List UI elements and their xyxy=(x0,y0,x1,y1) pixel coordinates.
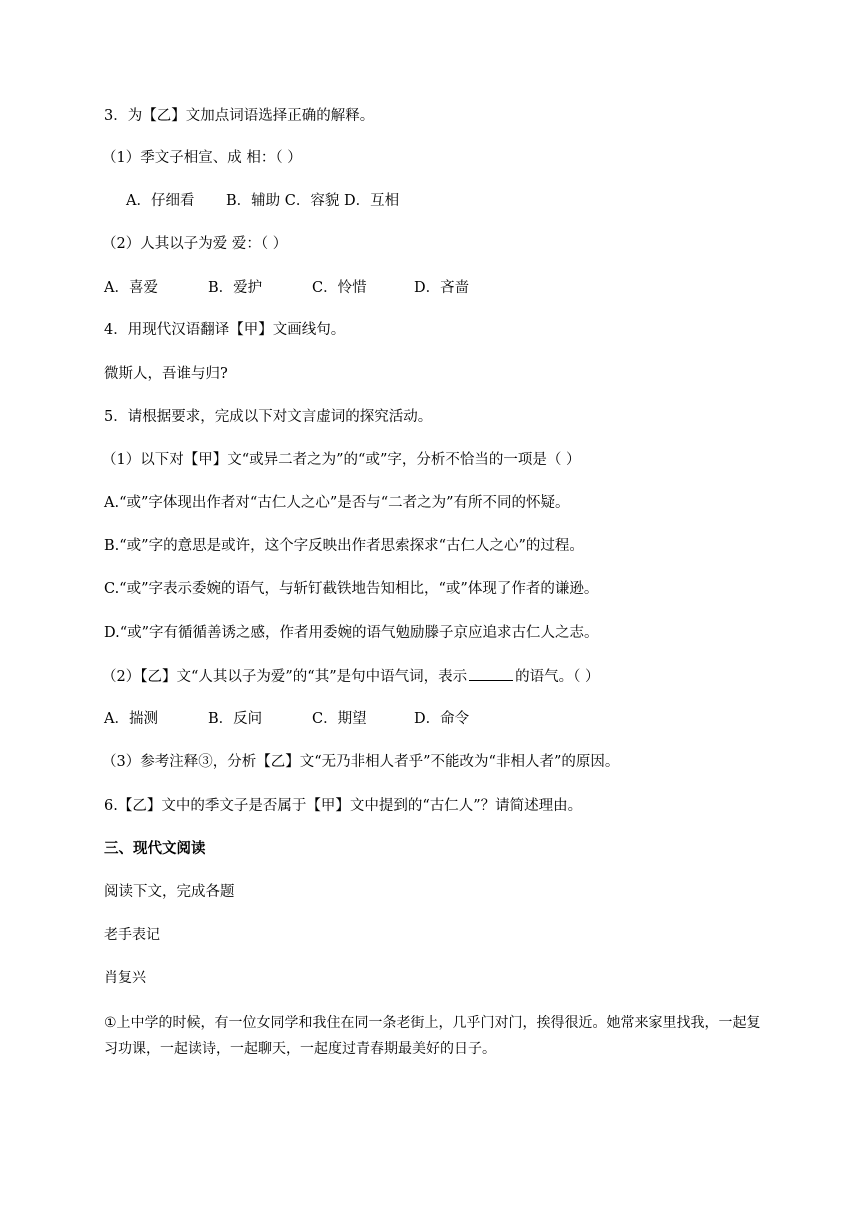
q5-sub1-stem: （1）以下对【甲】文“或异二者之为”的“或”字，分析不恰当的一项是（ ） xyxy=(102,452,581,468)
q5-sub2-option-d: D．命令 xyxy=(414,711,470,727)
q3-sub2-option-d: D．吝啬 xyxy=(414,280,470,296)
q3-sub2-option-b: B．爱护 xyxy=(208,280,263,296)
q5-sub1-option-d: D.“或”字有循循善诱之感，作者用委婉的语气勉励滕子京应追求古仁人之志。 xyxy=(104,625,599,641)
article-author: 肖复兴 xyxy=(104,970,146,986)
q4-title: 4．用现代汉语翻译【甲】文画线句。 xyxy=(104,322,346,338)
q5-sub2-stem-before: （2）【乙】文“人其以子为爱”的“其”是句中语气词，表示 xyxy=(102,669,468,685)
q5-sub2-stem xyxy=(102,666,599,687)
q3-sub2-options xyxy=(104,278,469,298)
q3-title: 3．为【乙】文加点词语选择正确的解释。 xyxy=(104,108,375,124)
q3-sub2-option-a: A．喜爱 xyxy=(104,280,158,296)
q3-sub1-option-a: A．仔细看 xyxy=(126,193,195,209)
q5-sub2-stem-after: 的语气。（ ） xyxy=(515,669,600,685)
q3-sub1-option-bcd: B．辅助 C．容貌 D．互相 xyxy=(226,193,400,209)
q3-sub1-options xyxy=(126,191,399,211)
q5-sub1-option-c: C.“或”字表示委婉的语气，与斩钉截铁地告知相比，“或”体现了作者的谦逊。 xyxy=(104,581,599,597)
q5-title: 5．请根据要求，完成以下对文言虚词的探究活动。 xyxy=(104,409,433,425)
q3-sub2-stem: （2）人其以子为爱 爱：（ ） xyxy=(102,236,288,252)
answer-blank xyxy=(469,666,513,681)
q3-sub1-stem: （1）季文子相宣、成 相：（ ） xyxy=(102,150,302,166)
q5-sub2-option-b: B．反问 xyxy=(208,711,263,727)
q3-sub2-option-c: C．怜惜 xyxy=(312,280,367,296)
q6-title: 6.【乙】文中的季文子是否属于【甲】文中提到的“古仁人”？请简述理由。 xyxy=(104,798,583,814)
q5-sub2-option-c: C．期望 xyxy=(312,711,367,727)
q5-sub1-option-a: A.“或”字体现出作者对“古仁人之心”是否与“二者之为”有所不同的怀疑。 xyxy=(104,495,570,511)
article-title: 老手表记 xyxy=(104,927,160,943)
q5-sub1-option-b: B.“或”字的意思是或许，这个字反映出作者思索探求“古仁人之心”的过程。 xyxy=(104,538,584,554)
q5-sub3-stem: （3）参考注释③，分析【乙】文“无乃非相人者乎”不能改为“非相人者”的原因。 xyxy=(102,754,620,770)
q5-sub2-options xyxy=(104,709,469,729)
section3-instruction: 阅读下文，完成各题 xyxy=(104,884,235,900)
q4-sentence: 微斯人，吾谁与归? xyxy=(104,366,228,382)
article-paragraph-1: ①上中学的时候，有一位女同学和我住在同一条老街上，几乎门对门，挨得很近。她常来家里找我，一起复习功课，一起读诗，一起聊天，一起度过青春期最美好的日子。 xyxy=(104,1015,761,1057)
q5-sub2-option-a: A．揣测 xyxy=(104,711,158,727)
section3-heading: 三、现代文阅读 xyxy=(104,840,206,857)
